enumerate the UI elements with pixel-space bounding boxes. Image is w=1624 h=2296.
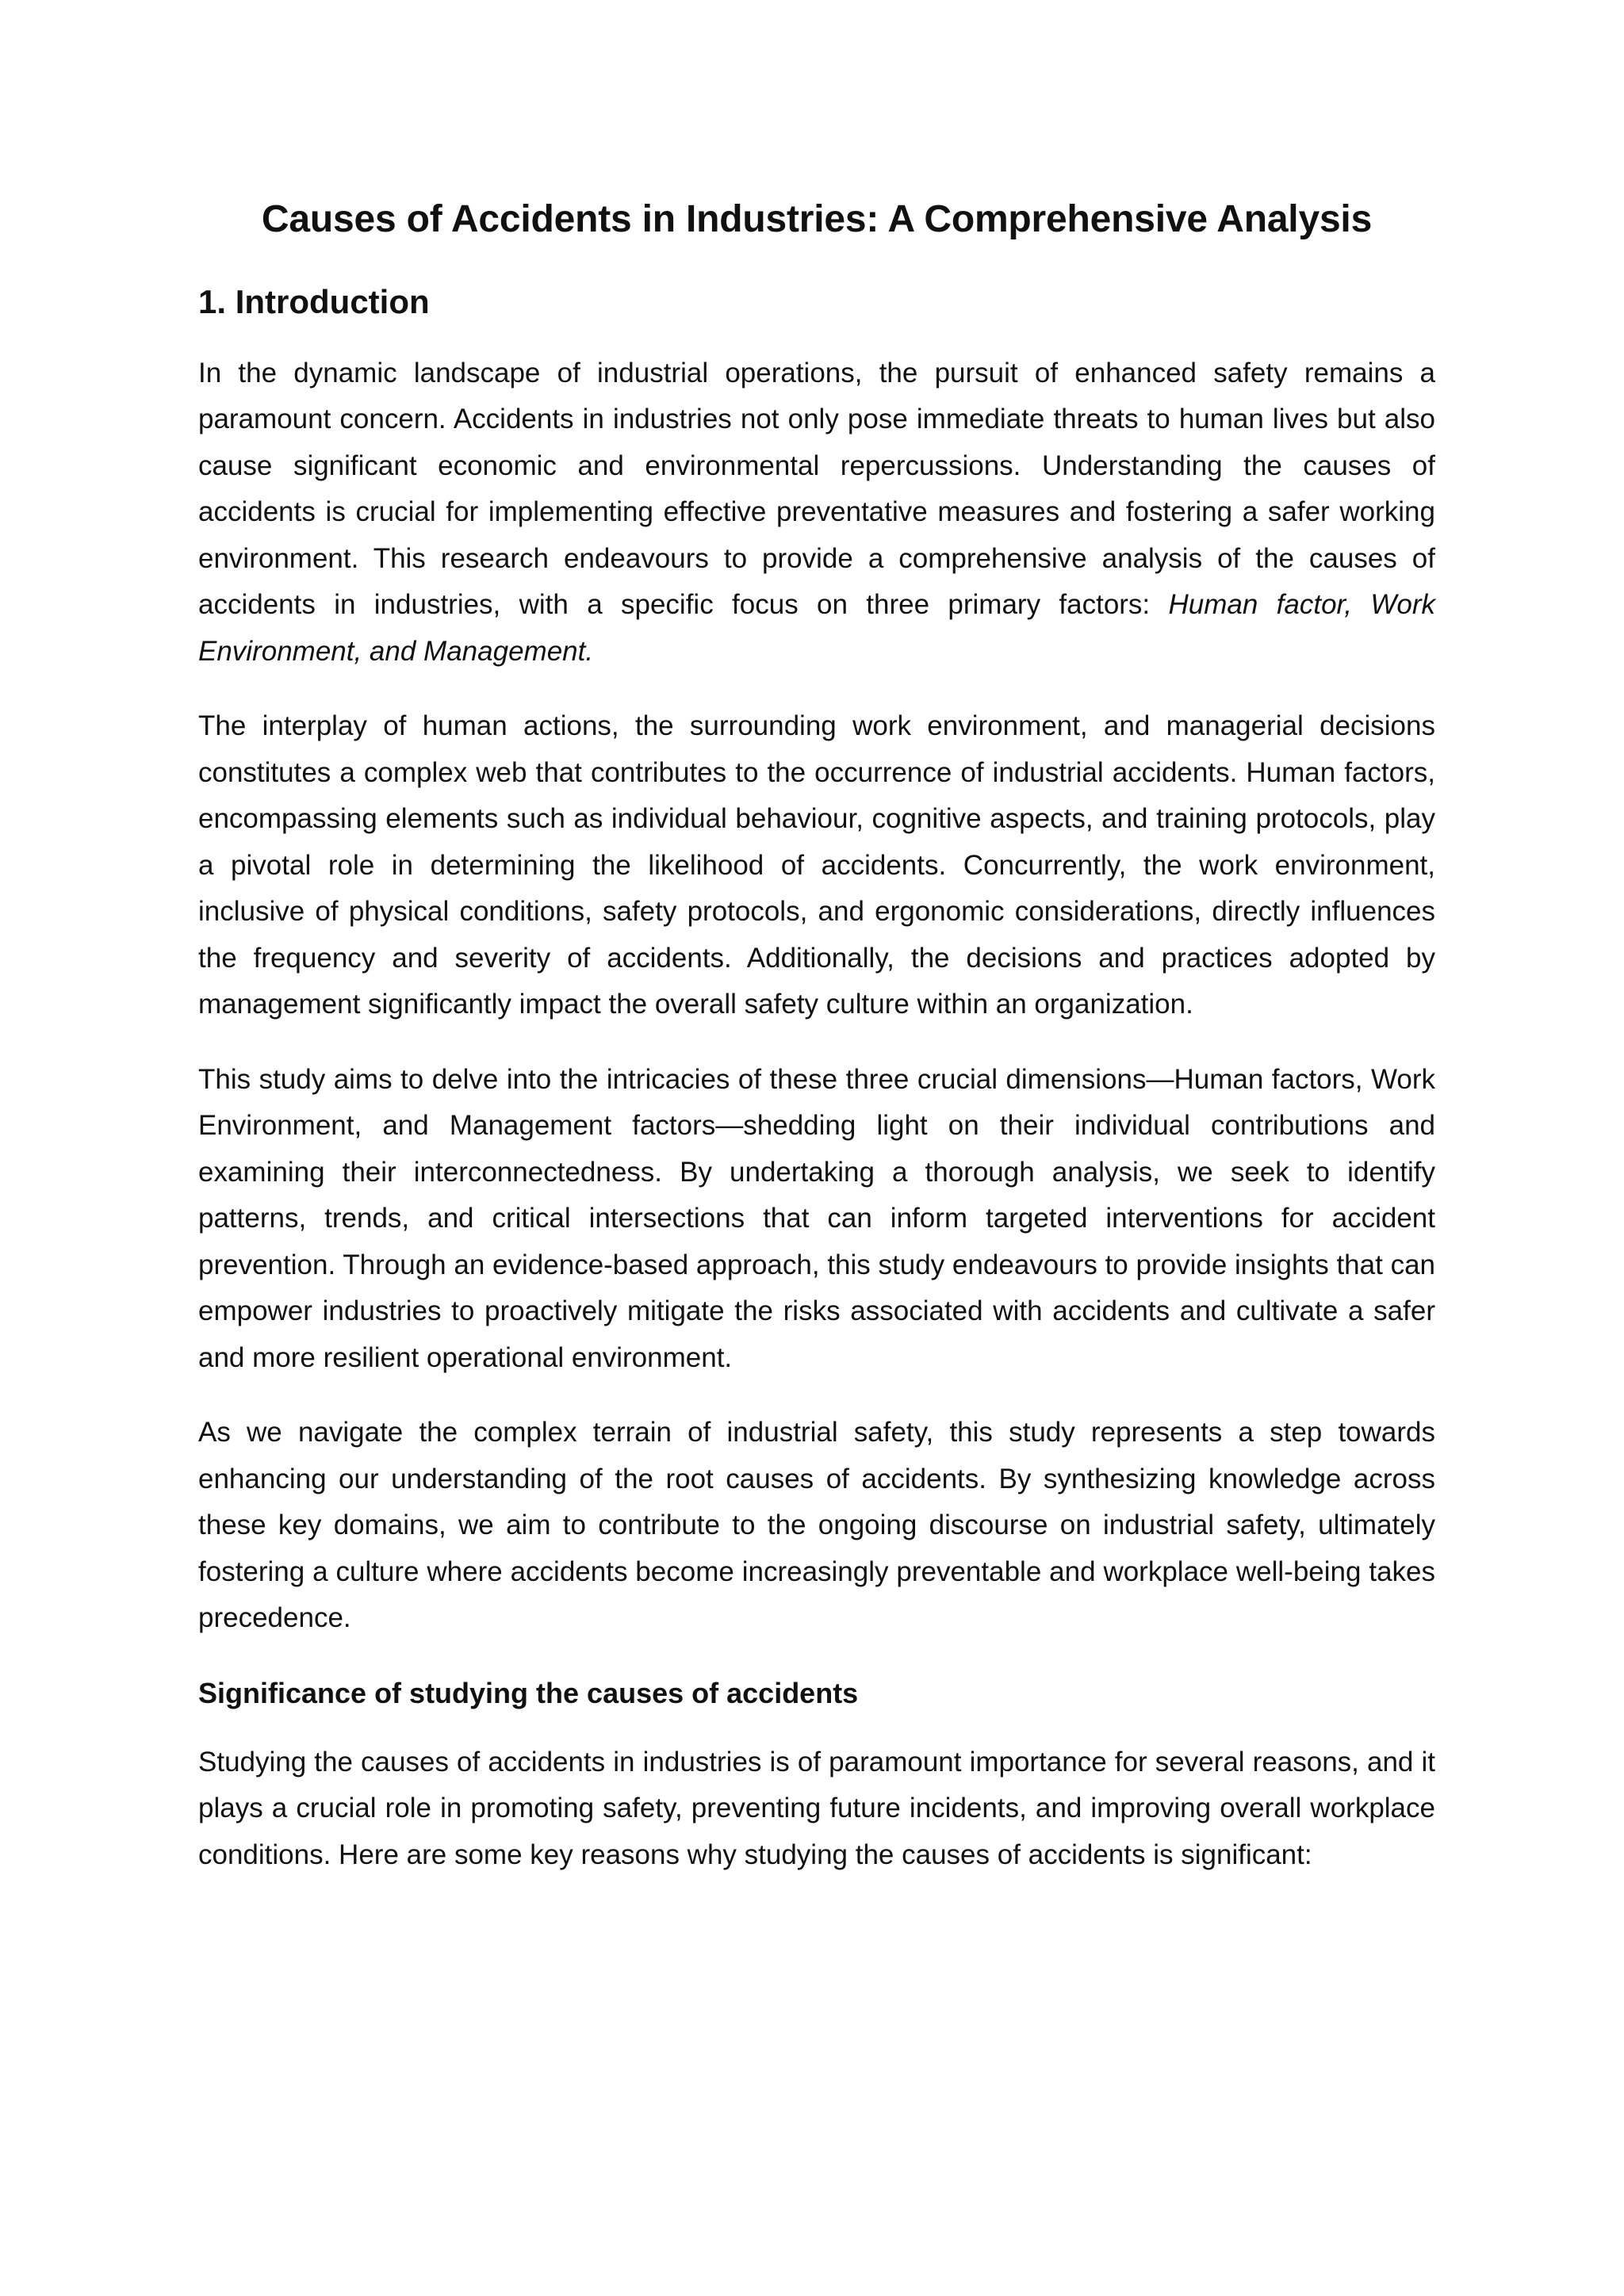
intro-paragraph-3: This study aims to delve into the intricacies of these three crucial dimensions—Human factors, Work Environment, and Management factors—shedding light on their individual contributions and examining their interconnectedness. By undertaking a thorough analysis, we seek to identify patterns, trends, and critical intersections that can inform targeted interventions for accident prevention. Through an evidence-based approach, this study endeavours to provide insights that can empower industries to proactively mitigate the risks associated with accidents and cultivate a safer and more resilient operational environment. xyxy=(198,1063,1435,1373)
significance-subheading: Significance of studying the causes of accidents xyxy=(198,1676,859,1709)
intro-paragraph-1 xyxy=(198,350,1435,675)
intro-paragraph-1-emphasis: Human factor, Work Environment, and Management. xyxy=(198,589,1435,667)
document-page xyxy=(198,197,1435,1878)
intro-paragraph-2: The interplay of human actions, the surrounding work environment, and managerial decisions constitutes a complex web that contributes to the occurrence of industrial accidents. Human factors, encompassing elements such as individual behaviour, cognitive aspects, and training protocols, play a pivotal role in determining the likelihood of accidents. Concurrently, the work environment, inclusive of physical conditions, safety protocols, and ergonomic considerations, directly influences the frequency and severity of accidents. Additionally, the decisions and practices adopted by management significantly impact the overall safety culture within an organization. xyxy=(198,710,1435,1020)
intro-paragraph-1-text: In the dynamic landscape of industrial operations, the pursuit of enhanced safety remains a paramount concern. Accidents in industries not only pose immediate threats to human lives but also cause significant economic and environmental repercussions. Understanding the causes of accidents is crucial for implementing effective preventative measures and fostering a safer working environment. This research endeavours to provide a comprehensive analysis of the causes of accidents in industries, with a specific focus on three primary factors: xyxy=(198,357,1435,621)
intro-paragraph-4: As we navigate the complex terrain of industrial safety, this study represents a step towards enhancing our understanding of the root causes of accidents. By synthesizing knowledge across these key domains, we aim to contribute to the ongoing discourse on industrial safety, ultimately fostering a culture where accidents become increasingly preventable and workplace well-being takes precedence. xyxy=(198,1417,1435,1634)
document-title: Causes of Accidents in Industries: A Comprehensive Analysis xyxy=(261,198,1373,240)
section-heading-introduction: 1. Introduction xyxy=(198,282,430,320)
significance-paragraph: Studying the causes of accidents in industries is of paramount importance for several reasons, and it plays a crucial role in promoting safety, preventing future incidents, and improving overall workplace conditions. Here are some key reasons why studying the causes of accidents is significant: xyxy=(198,1746,1435,1870)
